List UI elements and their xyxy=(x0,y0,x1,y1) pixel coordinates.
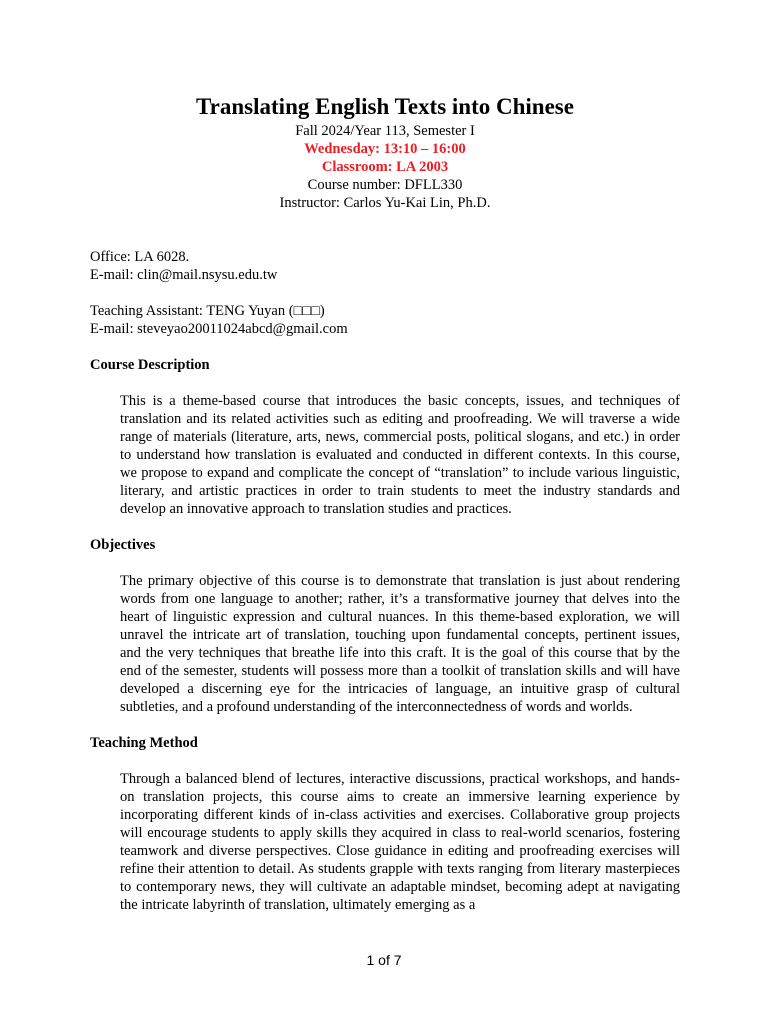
office-line: Office: LA 6028. xyxy=(90,249,190,265)
section-body-course-description: This is a theme-based course that introduces the basic concepts, issues, and techniques of translation and its related activities such as editing and proofreading. We will traverse a wide range of materials (literature, arts, news, commercial posts, political slogans, and etc.) in order to understand how translation is evaluated and conducted in different contexts. In this course, we propose to expand and complicate the concept of “translation” to include various linguistic, literary, and artistic practices in order to train students to meet the industry standards and develop an innovative approach to translation studies and practices. xyxy=(120,393,680,517)
section-heading-objectives: Objectives xyxy=(90,537,156,553)
semester-line: Fall 2024/Year 113, Semester I xyxy=(295,123,475,139)
class-time: Wednesday: 13:10 – 16:00 xyxy=(304,141,466,157)
instructor-email: E-mail: clin@mail.nsysu.edu.tw xyxy=(90,267,278,283)
page-number: 1 of 7 xyxy=(366,952,402,968)
ta-name: Teaching Assistant: TENG Yuyan (□□□) xyxy=(90,303,325,319)
section-body-objectives: The primary objective of this course is to demonstrate that translation is just about rendering words from one language to another; rather, it’s a transformative journey that delves into the heart of linguistic expression and cultural nuances. In this theme-based exploration, we will unravel the intricate art of translation, touching upon fundamental concepts, pertinent issues, and the very techniques that breathe life into this craft. It is the goal of this course that by the end of the semester, students will possess more than a toolkit of translation skills and will have developed a discerning eye for the intricacies of language, an intuitive grasp of cultural subtleties, and a profound understanding of the interconnectedness of words and worlds. xyxy=(120,573,680,715)
document-page xyxy=(90,92,680,914)
document-title: Translating English Texts into Chinese xyxy=(196,94,574,119)
instructor-contact xyxy=(90,248,680,284)
section-heading-course-description: Course Description xyxy=(90,357,210,373)
ta-contact xyxy=(90,302,680,338)
classroom: Classroom: LA 2003 xyxy=(321,159,449,175)
section-heading-teaching-method: Teaching Method xyxy=(90,735,198,751)
ta-email: E-mail: steveyao20011024abcd@gmail.com xyxy=(90,321,348,337)
instructor: Instructor: Carlos Yu-Kai Lin, Ph.D. xyxy=(279,195,491,211)
section-body-teaching-method: Through a balanced blend of lectures, interactive discussions, practical workshops, and hands-on translation projects, this course aims to create an immersive learning experience by incorporating different kinds of in-class activities and exercises. Collaborative group projects will encourage students to apply skills they acquired in class to real-world scenarios, fostering teamwork and diverse perspectives. Close guidance in editing and proofreading exercises will refine their attention to detail. As students grapple with texts ranging from literary masterpieces to contemporary news, they will cultivate an adaptable mindset, becoming adept at navigating the intricate labyrinth of translation, ultimately emerging as a xyxy=(120,771,680,913)
course-number: Course number: DFLL330 xyxy=(307,177,463,193)
